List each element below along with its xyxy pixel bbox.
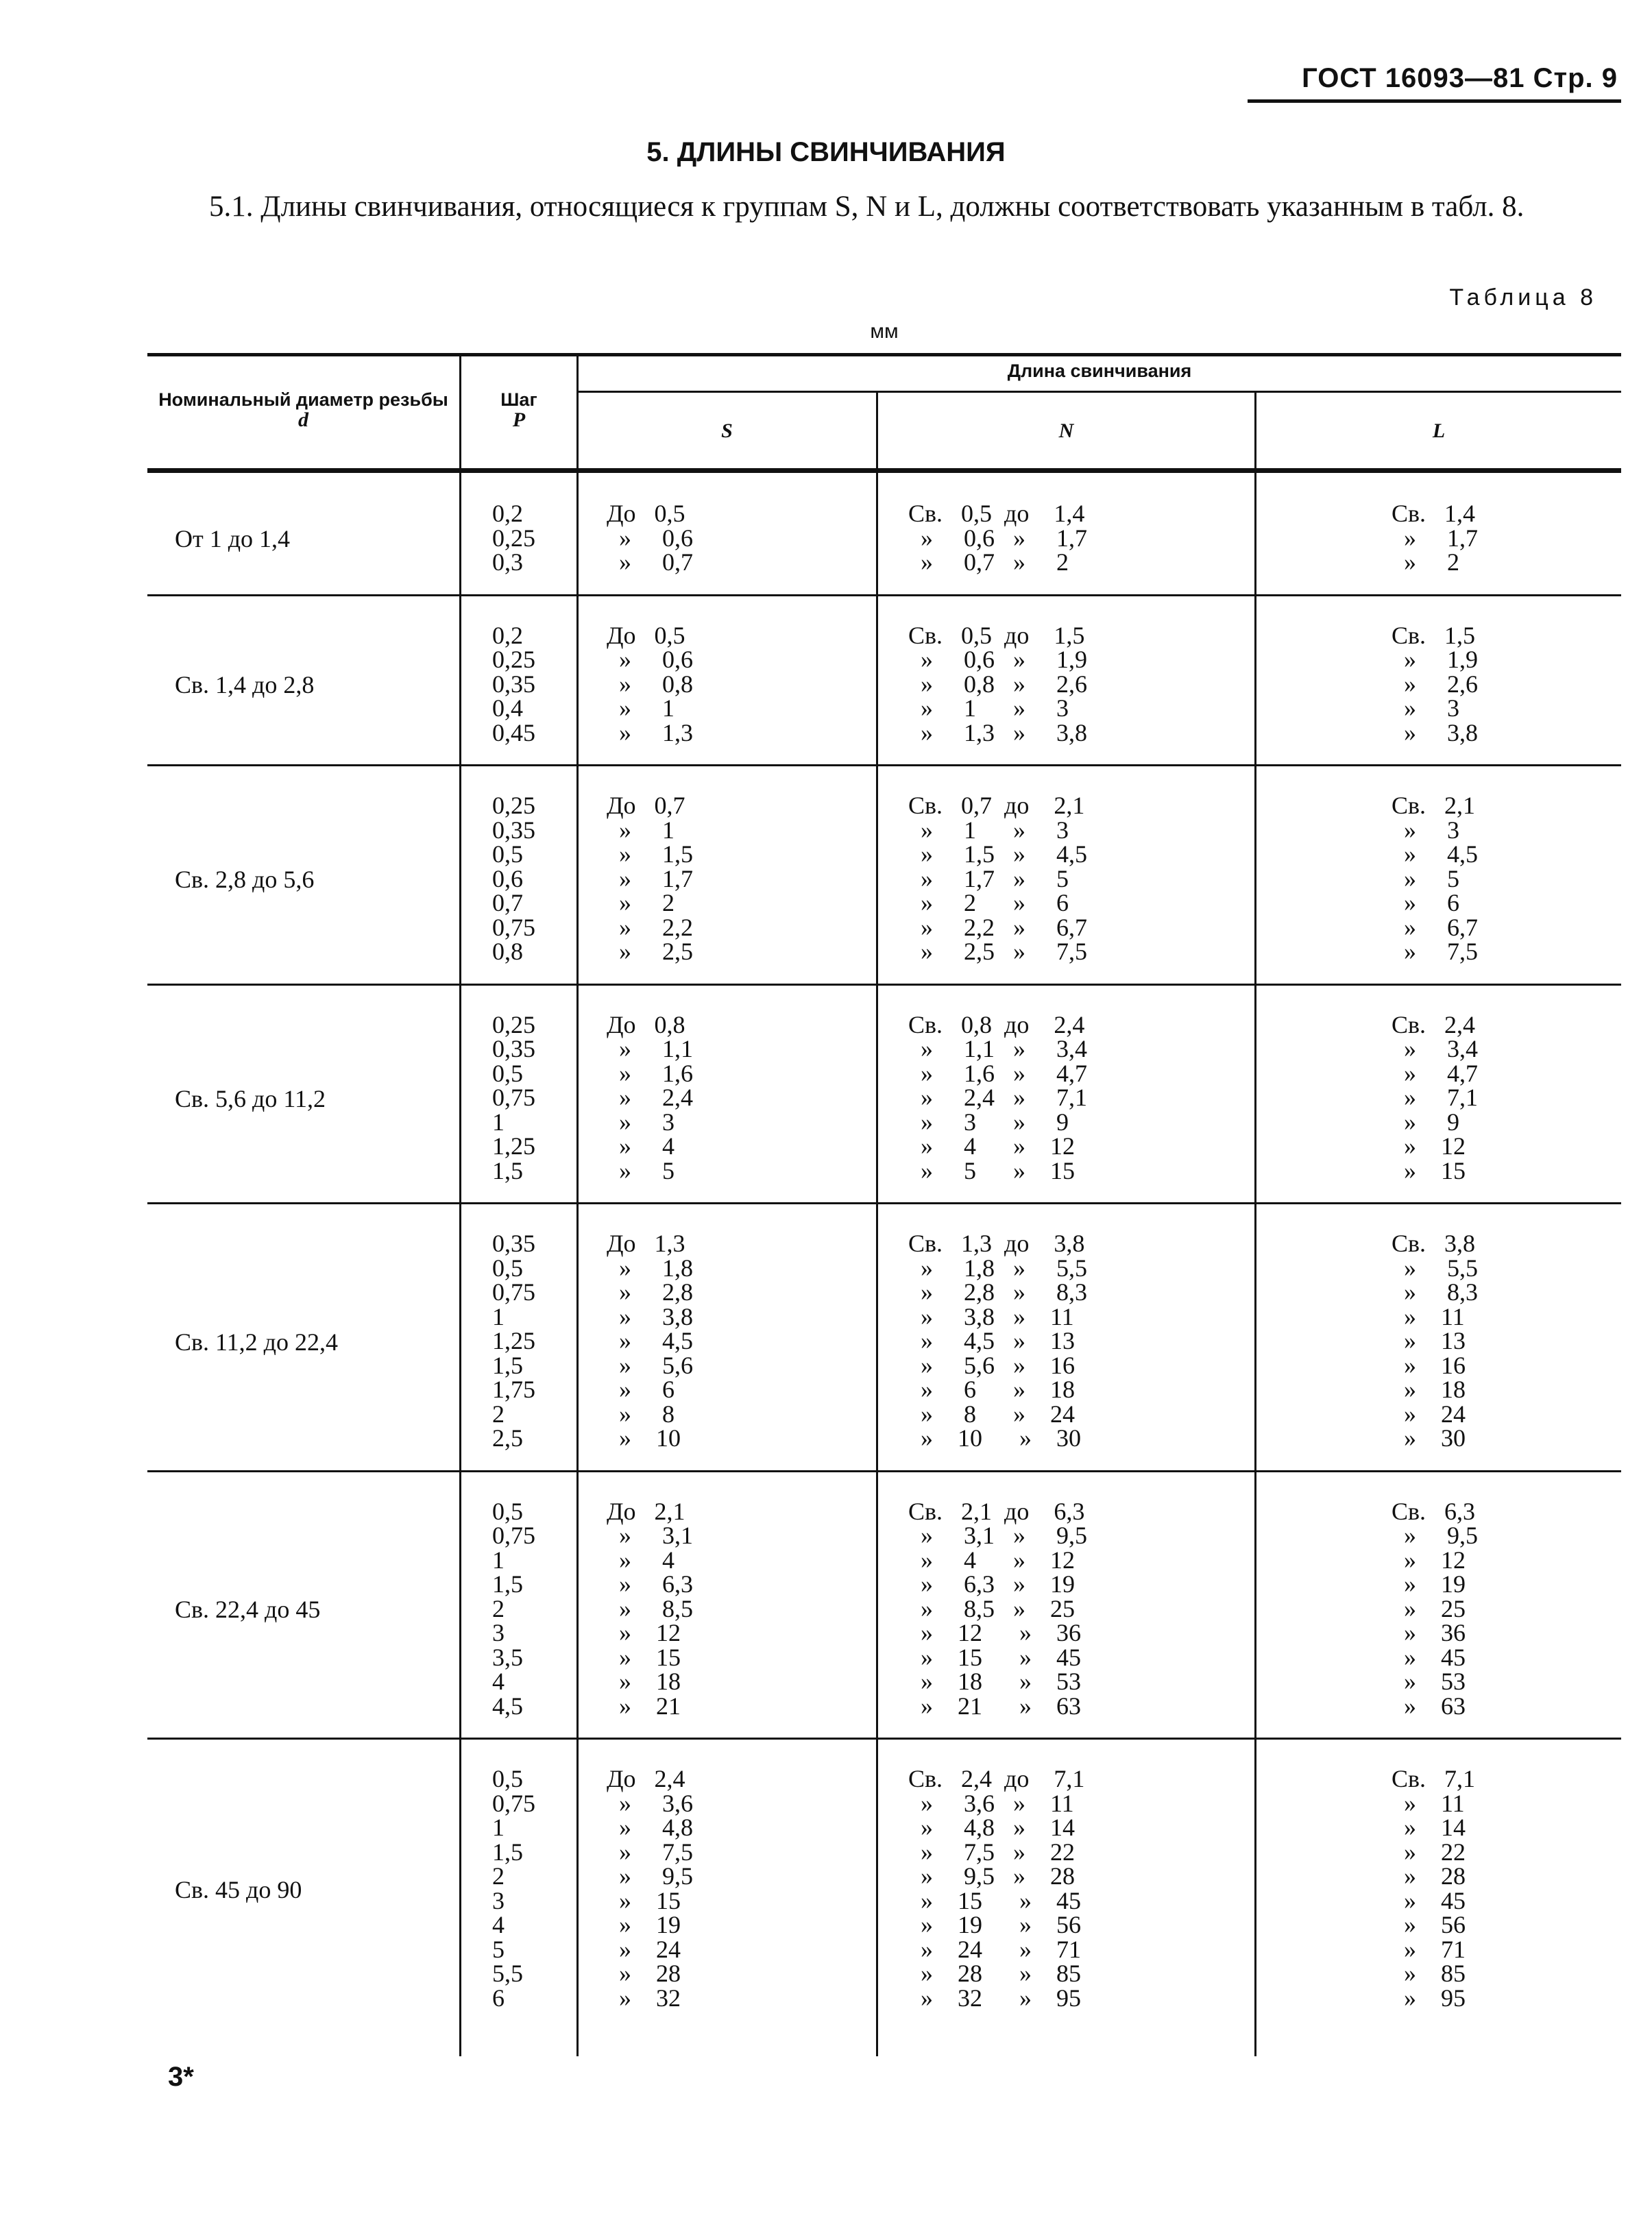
row-s-line: » 1: [607, 816, 675, 844]
row-n-line: » 1,5 » 4,5: [908, 840, 1087, 868]
row-s: [607, 621, 693, 746]
row-diameter: От 1 до 1,4: [175, 525, 291, 553]
row-l-line: Св. 3,8: [1392, 1230, 1476, 1257]
row-pitch-line: 0,6: [492, 864, 523, 892]
table-caption: Таблица 8: [1449, 284, 1597, 310]
header-rule: [1248, 99, 1621, 103]
row-s-line: » 2,5: [607, 938, 693, 965]
row-l: [1392, 1010, 1478, 1184]
row-n-line: » 4 » 12: [908, 1546, 1075, 1574]
row-n-line: » 1,7 » 5: [908, 864, 1069, 892]
row-s-line: » 19: [607, 1911, 681, 1938]
row-l-line: » 12: [1392, 1546, 1466, 1574]
row-diameter: Св. 22,4 до 45: [175, 1596, 321, 1624]
row-n-line: » 3,8 » 11: [908, 1302, 1074, 1330]
row-pitch-line: 2: [492, 1594, 505, 1622]
row-l-line: » 2: [1392, 548, 1459, 576]
row-l: [1392, 1767, 1475, 2010]
row-s-line: » 15: [607, 1886, 681, 1914]
row-pitch-line: 5: [492, 1935, 505, 1963]
row-s-line: » 4: [607, 1546, 675, 1574]
row-pitch: [492, 1010, 535, 1184]
row-s-line: » 12: [607, 1619, 681, 1646]
row-n-line: » 3,1 » 9,5: [908, 1522, 1087, 1549]
row-n-line: » 4,5 » 13: [908, 1327, 1075, 1354]
row-pitch-line: 0,35: [492, 816, 535, 844]
row-l-line: » 95: [1392, 1984, 1466, 2012]
row-diameter: Св. 45 до 90: [175, 1875, 302, 1903]
row-l: [1392, 1232, 1478, 1451]
row-l-line: » 7,5: [1392, 938, 1478, 965]
row-pitch-line: 1: [492, 1302, 505, 1330]
row-s-line: » 3,6: [607, 1789, 693, 1817]
row-s: [607, 794, 693, 964]
group-header-rule: [578, 391, 1621, 393]
row-pitch: [492, 794, 535, 964]
row-pitch-line: 0,5: [492, 1497, 523, 1525]
table-row: [0, 1472, 1652, 1738]
row-l-line: » 2,6: [1392, 670, 1478, 698]
row-l-line: » 8,3: [1392, 1278, 1478, 1306]
row-l-line: » 3,8: [1392, 718, 1478, 746]
row-diameter: Св. 5,6 до 11,2: [175, 1084, 326, 1112]
row-n-line: » 4,8 » 14: [908, 1814, 1075, 1841]
row-diameter: Св. 11,2 до 22,4: [175, 1328, 338, 1356]
row-l-line: » 22: [1392, 1838, 1466, 1866]
row-n-line: » 2,4 » 7,1: [908, 1084, 1087, 1111]
row-n-line: » 0,7 » 2: [908, 548, 1069, 576]
row-pitch-line: 0,75: [492, 913, 535, 941]
row-s-line: » 10: [607, 1424, 681, 1452]
row-l-line: » 12: [1392, 1132, 1466, 1160]
row-s-line: » 6,3: [607, 1570, 693, 1598]
row-l-line: Св. 1,5: [1392, 621, 1476, 649]
row-s-line: » 5: [607, 1156, 675, 1184]
row-n: [908, 1767, 1084, 2010]
row-l-line: » 4,7: [1392, 1059, 1478, 1087]
table-row: [0, 986, 1652, 1203]
row-pitch-line: 0,75: [492, 1278, 535, 1306]
row-n-line: Св. 1,3 до 3,8: [908, 1230, 1085, 1257]
row-l-line: » 18: [1392, 1376, 1466, 1403]
table-row: [0, 474, 1652, 594]
row-n-line: » 15 » 45: [908, 1886, 1081, 1914]
row-diameter: Св. 1,4 до 2,8: [175, 671, 315, 699]
row-s: [607, 1232, 693, 1451]
row-s-line: » 7,5: [607, 1838, 693, 1866]
row-n-line: » 2 » 6: [908, 889, 1069, 916]
row-pitch-line: 4: [492, 1911, 505, 1938]
row-s-line: До 2,4: [607, 1765, 685, 1792]
row-s-line: » 21: [607, 1692, 681, 1720]
row-l-line: » 30: [1392, 1424, 1466, 1452]
row-pitch-line: 0,3: [492, 548, 523, 576]
row-pitch-line: 0,5: [492, 1059, 523, 1087]
row-pitch-line: 1,75: [492, 1376, 535, 1403]
footer-mark: 3*: [168, 2062, 194, 2092]
row-pitch-line: 1,5: [492, 1156, 523, 1184]
header-bottom-rule: [147, 468, 1621, 473]
row-n-line: » 10 » 30: [908, 1424, 1081, 1452]
row-l-line: » 3: [1392, 816, 1459, 844]
row-l: [1392, 1497, 1478, 1720]
table-row: [0, 1204, 1652, 1470]
row-n-line: » 0,8 » 2,6: [908, 670, 1087, 698]
row-n: [908, 1497, 1087, 1720]
row-pitch-line: 2: [492, 1400, 505, 1428]
row-s-line: » 5,6: [607, 1351, 693, 1379]
row-n: [908, 621, 1087, 746]
row-pitch-line: 1,25: [492, 1132, 535, 1160]
row-pitch: [492, 621, 535, 746]
row-l-line: Св. 1,4: [1392, 500, 1476, 527]
row-n-line: » 12 » 36: [908, 1619, 1081, 1646]
row-s-line: » 6: [607, 1376, 675, 1403]
row-n-line: » 1,1 » 3,4: [908, 1035, 1087, 1062]
table-row: [0, 1740, 1652, 2030]
row-pitch-line: 1: [492, 1814, 505, 1841]
row-n-line: Св. 0,7 до 2,1: [908, 792, 1085, 819]
table-row: [0, 596, 1652, 765]
row-s-line: » 2: [607, 889, 675, 916]
row-n-line: Св. 0,8 до 2,4: [908, 1010, 1085, 1038]
row-n-line: Св. 2,1 до 6,3: [908, 1497, 1085, 1525]
row-n-line: » 2,2 » 6,7: [908, 913, 1087, 941]
row-pitch-line: 0,4: [492, 694, 523, 722]
row-n-line: » 2,8 » 8,3: [908, 1278, 1087, 1306]
row-l: [1392, 621, 1478, 746]
row-pitch-line: 1,25: [492, 1327, 535, 1354]
row-s-line: » 4,8: [607, 1814, 693, 1841]
row-l-line: Св. 2,1: [1392, 792, 1476, 819]
row-l-line: » 45: [1392, 1886, 1466, 1914]
row-l-line: » 9,5: [1392, 1522, 1478, 1549]
row-pitch-line: 0,8: [492, 938, 523, 965]
row-l-line: » 11: [1392, 1789, 1465, 1817]
header-pitch-label: Шаг: [500, 389, 537, 410]
row-l-line: » 28: [1392, 1862, 1466, 1890]
row-n-line: » 28 » 85: [908, 1960, 1081, 1987]
row-s-line: » 3,1: [607, 1522, 693, 1549]
row-pitch: [492, 1232, 535, 1451]
section-title: 5. ДЛИНЫ СВИНЧИВАНИЯ: [646, 137, 1006, 167]
row-l-line: » 9: [1392, 1108, 1459, 1136]
row-pitch-line: 0,35: [492, 1035, 535, 1062]
row-l-line: » 45: [1392, 1643, 1466, 1671]
row-n: [908, 794, 1087, 964]
row-s-line: » 8,5: [607, 1594, 693, 1622]
row-s: [607, 502, 693, 575]
row-s-line: » 0,6: [607, 524, 693, 552]
row-s-line: » 3,8: [607, 1302, 693, 1330]
row-s-line: » 3: [607, 1108, 675, 1136]
row-pitch-line: 6: [492, 1984, 505, 2012]
row-l-line: » 63: [1392, 1692, 1466, 1720]
row-n-line: » 18 » 53: [908, 1668, 1081, 1695]
row-n-line: » 1,8 » 5,5: [908, 1254, 1087, 1282]
row-l-line: » 13: [1392, 1327, 1466, 1354]
row-l-line: » 1,9: [1392, 646, 1478, 673]
units-label: мм: [870, 320, 899, 343]
row-n-line: » 6,3 » 19: [908, 1570, 1075, 1598]
row-pitch: [492, 1767, 535, 2010]
row-s-line: До 2,1: [607, 1497, 685, 1525]
row-pitch-line: 4: [492, 1668, 505, 1695]
row-n-line: » 8 » 24: [908, 1400, 1075, 1428]
row-s-line: » 0,6: [607, 646, 693, 673]
row-n-line: » 1,3 » 3,8: [908, 718, 1087, 746]
row-s-line: До 0,7: [607, 792, 685, 819]
row-s-line: » 4,5: [607, 1327, 693, 1354]
row-l-line: » 5,5: [1392, 1254, 1478, 1282]
row-s-line: » 1,6: [607, 1059, 693, 1087]
row-pitch-line: 0,35: [492, 1230, 535, 1257]
row-pitch-line: 0,35: [492, 670, 535, 698]
row-s-line: » 0,7: [607, 548, 693, 576]
row-pitch-line: 4,5: [492, 1692, 523, 1720]
row-n-line: Св. 0,5 до 1,4: [908, 500, 1085, 527]
row-pitch-line: 1: [492, 1546, 505, 1574]
row-pitch-line: 0,45: [492, 718, 535, 746]
row-pitch-line: 1,5: [492, 1351, 523, 1379]
row-n-line: » 15 » 45: [908, 1643, 1081, 1671]
header-pitch: [461, 389, 576, 430]
row-s-line: До 0,5: [607, 500, 685, 527]
row-s-line: » 1,8: [607, 1254, 693, 1282]
row-s-line: » 1,7: [607, 864, 693, 892]
row-n-line: » 24 » 71: [908, 1935, 1081, 1963]
row-pitch: [492, 1497, 535, 1720]
row-l: [1392, 502, 1478, 575]
row-s-line: » 1: [607, 694, 675, 722]
header-n: N: [1058, 419, 1074, 442]
header-l: L: [1432, 419, 1446, 442]
row-pitch-line: 0,25: [492, 646, 535, 673]
row-s-line: До 0,8: [607, 1010, 685, 1038]
row-pitch-line: 0,5: [492, 1254, 523, 1282]
row-pitch-line: 3: [492, 1886, 505, 1914]
row-l-line: » 6: [1392, 889, 1459, 916]
row-pitch-line: 3: [492, 1619, 505, 1646]
row-pitch-line: 2,5: [492, 1424, 523, 1452]
row-n-line: » 21 » 63: [908, 1692, 1081, 1720]
row-l-line: » 71: [1392, 1935, 1466, 1963]
header-diameter: [147, 389, 459, 430]
table-row: [0, 766, 1652, 984]
row-s-line: » 1,1: [607, 1035, 693, 1062]
row-l-line: » 3: [1392, 694, 1459, 722]
row-l-line: » 15: [1392, 1156, 1466, 1184]
row-l-line: » 14: [1392, 1814, 1466, 1841]
table-top-rule: [147, 353, 1621, 356]
row-l-line: » 1,7: [1392, 524, 1478, 552]
row-pitch: [492, 502, 535, 575]
header-length-group: Длина свинчивания: [1007, 361, 1192, 381]
row-pitch-line: 0,25: [492, 1010, 535, 1038]
row-pitch-line: 1,5: [492, 1838, 523, 1866]
row-s-line: До 0,5: [607, 621, 685, 649]
row-s-line: » 2,4: [607, 1084, 693, 1111]
row-s: [607, 1010, 693, 1184]
row-pitch-line: 0,75: [492, 1522, 535, 1549]
row-n-line: » 1 » 3: [908, 694, 1069, 722]
row-l-line: » 11: [1392, 1302, 1465, 1330]
row-s-line: » 28: [607, 1960, 681, 1987]
row-n-line: Св. 2,4 до 7,1: [908, 1765, 1085, 1792]
row-s: [607, 1497, 693, 1720]
row-n-line: » 0,6 » 1,9: [908, 646, 1087, 673]
header-diameter-symbol: d: [298, 409, 308, 431]
row-n-line: » 7,5 » 22: [908, 1838, 1075, 1866]
row-l-line: » 5: [1392, 864, 1459, 892]
row-l: [1392, 794, 1478, 964]
row-s-line: » 18: [607, 1668, 681, 1695]
row-l-line: » 16: [1392, 1351, 1466, 1379]
row-l-line: » 53: [1392, 1668, 1466, 1695]
row-n-line: » 6 » 18: [908, 1376, 1075, 1403]
row-s-line: » 9,5: [607, 1862, 693, 1890]
row-s-line: До 1,3: [607, 1230, 685, 1257]
row-pitch-line: 5,5: [492, 1960, 523, 1987]
row-diameter: Св. 2,8 до 5,6: [175, 866, 315, 894]
row-s-line: » 0,8: [607, 670, 693, 698]
row-l-line: » 25: [1392, 1594, 1466, 1622]
row-pitch-line: 0,75: [492, 1084, 535, 1111]
row-s-line: » 2,8: [607, 1278, 693, 1306]
row-pitch-line: 3,5: [492, 1643, 523, 1671]
row-n-line: » 19 » 56: [908, 1911, 1081, 1938]
header-s: S: [721, 419, 733, 442]
header-diameter-label: Номинальный диаметр резьбы: [158, 389, 448, 410]
row-s-line: » 32: [607, 1984, 681, 2012]
row-n-line: » 1,6 » 4,7: [908, 1059, 1087, 1087]
row-n: [908, 502, 1087, 575]
row-l-line: » 36: [1392, 1619, 1466, 1646]
row-pitch-line: 0,5: [492, 840, 523, 868]
row-n-line: » 3 » 9: [908, 1108, 1069, 1136]
row-s-line: » 24: [607, 1935, 681, 1963]
row-s-line: » 1,5: [607, 840, 693, 868]
row-n-line: » 1 » 3: [908, 816, 1069, 844]
row-pitch-line: 0,7: [492, 889, 523, 916]
row-pitch-line: 0,25: [492, 524, 535, 552]
row-s-line: » 15: [607, 1643, 681, 1671]
row-l-line: » 85: [1392, 1960, 1466, 1987]
row-n: [908, 1010, 1087, 1184]
row-n-line: » 5 » 15: [908, 1156, 1075, 1184]
row-n-line: » 8,5 » 25: [908, 1594, 1075, 1622]
row-s: [607, 1767, 693, 2010]
row-l-line: Св. 6,3: [1392, 1497, 1476, 1525]
row-l-line: » 6,7: [1392, 913, 1478, 941]
row-l-line: » 4,5: [1392, 840, 1478, 868]
row-pitch-line: 0,75: [492, 1789, 535, 1817]
row-l-line: » 24: [1392, 1400, 1466, 1428]
page-header: ГОСТ 16093—81 Стр. 9: [1302, 63, 1618, 93]
row-n: [908, 1232, 1087, 1451]
intro-paragraph: 5.1. Длины свинчивания, относящиеся к группам S, N и L, должны соответствовать указанным в табл. 8.: [209, 191, 1525, 223]
row-pitch-line: 0,5: [492, 1765, 523, 1792]
row-n-line: » 5,6 » 16: [908, 1351, 1075, 1379]
row-pitch-line: 0,25: [492, 792, 535, 819]
row-s-line: » 1,3: [607, 718, 693, 746]
row-n-line: Св. 0,5 до 1,5: [908, 621, 1085, 649]
row-l-line: Св. 2,4: [1392, 1010, 1476, 1038]
row-pitch-line: 1,5: [492, 1570, 523, 1598]
row-n-line: » 4 » 12: [908, 1132, 1075, 1160]
row-l-line: » 7,1: [1392, 1084, 1478, 1111]
row-pitch-line: 2: [492, 1862, 505, 1890]
row-pitch-line: 1: [492, 1108, 505, 1136]
row-pitch-line: 0,2: [492, 500, 523, 527]
row-n-line: » 32 » 95: [908, 1984, 1081, 2012]
row-s-line: » 4: [607, 1132, 675, 1160]
row-n-line: » 0,6 » 1,7: [908, 524, 1087, 552]
row-l-line: » 19: [1392, 1570, 1466, 1598]
row-s-line: » 2,2: [607, 913, 693, 941]
row-pitch-line: 0,2: [492, 621, 523, 649]
row-l-line: » 56: [1392, 1911, 1466, 1938]
header-pitch-symbol: P: [512, 409, 526, 431]
row-n-line: » 2,5 » 7,5: [908, 938, 1087, 965]
row-l-line: » 3,4: [1392, 1035, 1478, 1062]
row-n-line: » 3,6 » 11: [908, 1789, 1074, 1817]
row-n-line: » 9,5 » 28: [908, 1862, 1075, 1890]
row-s-line: » 8: [607, 1400, 675, 1428]
row-l-line: Св. 7,1: [1392, 1765, 1476, 1792]
